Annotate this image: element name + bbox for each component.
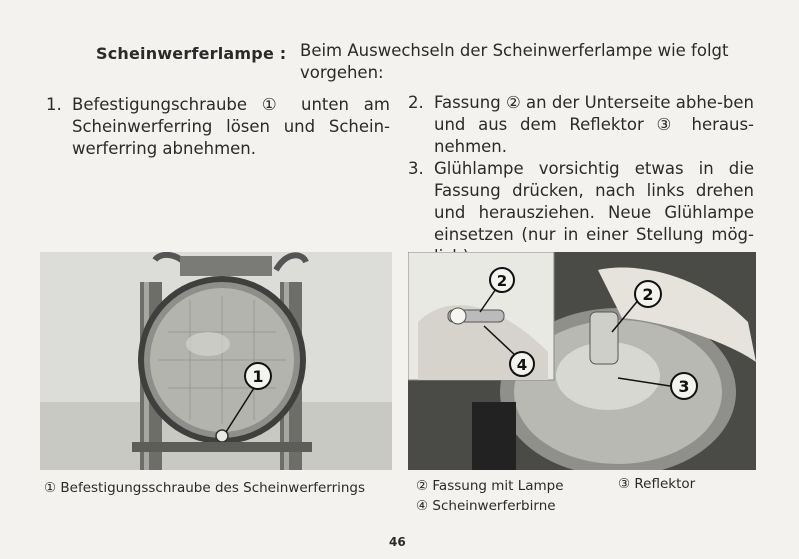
step-number: 3.: [408, 159, 424, 178]
marker-label: 1: [252, 367, 264, 386]
step-text: Befestigungschraube ① unten am Scheinwerferring lösen und Schein-werferring abnehmen.: [72, 95, 390, 158]
page-number: 46: [389, 535, 406, 549]
step-text: Fassung ② an der Unterseite abhe-ben und aus dem Reflektor ③ heraus-nehmen.: [434, 93, 754, 156]
marker-label: 2: [496, 272, 508, 290]
marker-label: 3: [678, 377, 690, 396]
headlight-photo: [40, 252, 392, 470]
bulb-removal-illustration: [408, 252, 756, 470]
marker-label: 4: [516, 356, 528, 374]
step-text: Glühlampe vorsichtig etwas in die Fassung drücken, nach links drehen und herausziehen. Neue Glühlampe einsetzen (nur in einer Stellung mög-: [434, 159, 754, 244]
step-3: [408, 158, 754, 258]
section-heading: Scheinwerferlampe :: [96, 44, 287, 63]
caption-reflector: ③ Reflektor: [618, 476, 696, 492]
step-1: [46, 94, 391, 164]
marker-label: 2: [642, 285, 654, 304]
bulb-removal-photo: [408, 252, 756, 470]
caption-socket: ② Fassung mit Lampe: [416, 478, 564, 494]
step-number: 2.: [408, 93, 424, 112]
intro-text: Beim Auswechseln der Scheinwerferlampe wie folgt vorgehen:: [300, 41, 729, 82]
caption-bulb: ④ Scheinwerferbirne: [416, 498, 556, 514]
step-number: 1.: [46, 95, 62, 114]
headlight-illustration: [40, 252, 392, 470]
step-2: [408, 92, 754, 162]
caption-screw: ① Befestigungsschraube des Scheinwerferrings: [44, 480, 366, 496]
